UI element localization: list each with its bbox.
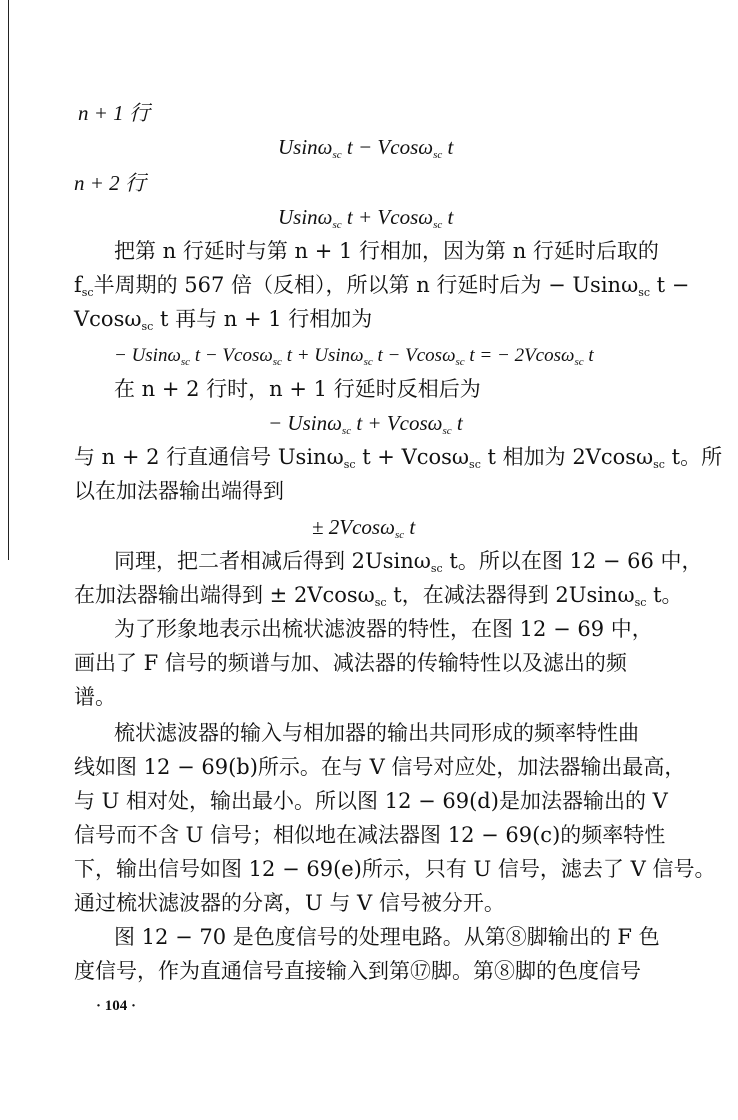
para-line-23: 下，输出信号如图 12 − 69(e)所示，只有 U 信号，滤去了 V 信号。 [74, 857, 716, 881]
para-line-5: 把第 n 行延时与第 n + 1 行相加，因为第 n 行延时后取的 [114, 239, 659, 263]
para-line-26: 度信号，作为直通信号直接输入到第⑰脚。第⑧脚的色度信号 [74, 959, 641, 983]
formula-1: Usinω$_{sc}$ t − Vcosω$_{sc}$ t [278, 135, 454, 161]
line-1: n + 1 行 [78, 101, 150, 125]
para-line-19: 梳状滤波器的输入与相加器的输出共同形成的频率特性曲 [114, 721, 639, 745]
para-line-16: 为了形象地表示出梳状滤波器的特性，在图 12 − 69 中， [114, 617, 653, 641]
para-line-7: Vcosω$_{sc}$ t 再与 n + 1 行相加为 [74, 307, 373, 333]
formula-5: ± 2Vcosω$_{sc}$ t [312, 515, 416, 541]
para-line-6: $f_{sc}$半周期的 567 倍（反相），所以第 n 行延时后为 − Usinω$_{sc}$ t − [74, 273, 690, 299]
para-line-9: 在 n + 2 行时，n + 1 行延时反相后为 [114, 377, 481, 401]
para-line-14: 同理，把二者相减后得到 2Usinω$_{sc}$ t。所以在图 12 − 66 中， [114, 549, 703, 575]
scan-edge-line [8, 0, 9, 560]
para-line-11: 与 n + 2 行直通信号 Usinω$_{sc}$ t + Vcosω$_{sc}$ t 相加为 2Vcosω$_{sc}$ t。所 [74, 445, 723, 471]
para-line-20: 线如图 12 − 69(b)所示。在与 V 信号对应处，加法器输出最高， [74, 755, 686, 779]
para-line-15: 在加法器输出端得到 ± 2Vcosω$_{sc}$ t，在减法器得到 2Usinω$_{sc}$ t。 [74, 583, 683, 609]
formula-4: − Usinω$_{sc}$ t + Vcosω$_{sc}$ t [268, 411, 463, 437]
para-line-24: 通过梳状滤波器的分离，U 与 V 信号被分开。 [74, 891, 505, 915]
formula-3: − Usinω$_{sc}$ t − Vcosω$_{sc}$ t + Usinω$_{sc}$ t − Vcosω$_{sc}$ t = − 2Vcosω$_{sc}$ t [114, 345, 594, 368]
formula-2: Usinω$_{sc}$ t + Vcosω$_{sc}$ t [278, 205, 454, 231]
line-3: n + 2 行 [74, 171, 146, 195]
page-number: · 104 · [96, 998, 137, 1014]
para-line-17: 画出了 F 信号的频谱与加、减法器的传输特性以及滤出的频 [74, 651, 627, 675]
para-line-18: 谱。 [74, 685, 116, 709]
para-line-12: 以在加法器输出端得到 [74, 479, 284, 503]
para-line-25: 图 12 − 70 是色度信号的处理电路。从第⑧脚输出的 F 色 [114, 925, 660, 949]
para-line-22: 信号而不含 U 信号；相似地在减法器图 12 − 69(c)的频率特性 [74, 823, 666, 847]
para-line-21: 与 U 相对处，输出最小。所以图 12 − 69(d)是加法器输出的 V [74, 789, 668, 813]
